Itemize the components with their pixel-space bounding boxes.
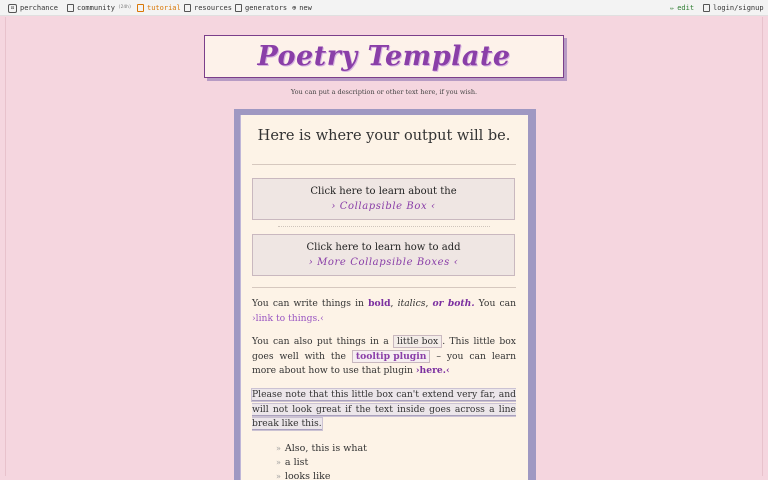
nav-brand-label: perchance [20, 4, 58, 12]
text: – you can learn more about how to use that plugin [252, 350, 516, 376]
nav-resources-label: resources [194, 4, 232, 12]
text: You can also put things in a [252, 336, 394, 347]
output-text: Here is where your output will be. [257, 128, 511, 144]
top-nav [0, 0, 768, 16]
bold-text: bold [368, 298, 391, 309]
bullet-list [276, 442, 367, 480]
collapsible-2-link[interactable]: › More Collapsible Boxes ‹ [308, 257, 459, 268]
nav-generators-label: generators [245, 4, 288, 12]
list-item [276, 470, 367, 480]
nav-resources[interactable] [184, 3, 232, 13]
italic-text: italics [397, 298, 426, 309]
list-item [276, 442, 367, 456]
text: You can [474, 298, 517, 309]
list-item-text: a list [284, 457, 309, 468]
tutorial-icon [137, 4, 144, 12]
bold-italic-text: or both. [432, 298, 475, 309]
nav-tutorial-label: tutorial [147, 4, 181, 12]
user-icon [703, 4, 710, 12]
nav-login[interactable] [703, 3, 764, 13]
collapsible-1-line: Click here to learn about the [310, 186, 457, 197]
nav-new[interactable] [292, 3, 312, 13]
dotted-divider [278, 226, 490, 227]
bullet-marker: » [276, 472, 281, 480]
nav-edit-label: edit [677, 4, 695, 12]
nav-generators[interactable] [235, 3, 287, 13]
list-item-text: looks like [284, 471, 331, 480]
nav-tutorial[interactable] [137, 3, 181, 13]
nav-new-label: new [299, 4, 312, 12]
collapsible-box-1[interactable] [252, 178, 515, 220]
plugin-link[interactable]: ›here.‹ [415, 365, 450, 376]
nav-edit[interactable] [670, 3, 694, 13]
bullet-marker: » [276, 458, 281, 467]
resources-icon [184, 4, 191, 12]
collapsible-box-2[interactable] [252, 234, 515, 276]
pencil-icon: ✏ [670, 4, 675, 12]
list-item [276, 456, 367, 470]
paragraph-formatting [252, 297, 516, 326]
tooltip-plugin[interactable]: tooltip plugin [352, 350, 431, 363]
nav-brand[interactable] [8, 3, 58, 13]
paragraph-little-box [252, 335, 516, 379]
nav-community-label: community [77, 4, 115, 12]
community-badge: (24h) [117, 5, 132, 10]
note-box: Please note that this little box can't extend very far, and will not look great if the text inside goes across a line break like this. [252, 389, 516, 429]
text: You can write things in [252, 298, 369, 309]
plus-circle-icon: ⊕ [292, 4, 297, 12]
list-item-text: Also, this is what [284, 443, 367, 454]
dice-icon: ⚄ [8, 4, 17, 13]
collapsible-2-line: Click here to learn how to add [306, 242, 461, 253]
nav-login-label: login/signup [713, 4, 764, 12]
community-icon [67, 4, 74, 12]
bullet-marker: » [276, 444, 281, 453]
page-subtitle: You can put a description or other text here, if you wish. [290, 88, 478, 96]
divider [252, 287, 516, 288]
divider [252, 164, 516, 165]
page-title: Poetry Template [257, 41, 511, 72]
note-paragraph [252, 388, 516, 432]
link-to-things[interactable]: ›link to things.‹ [252, 312, 324, 324]
little-box: little box [393, 335, 442, 348]
title-box [204, 35, 564, 78]
nav-community[interactable] [67, 3, 131, 13]
text: . This little box goes well with the [252, 336, 516, 362]
generators-icon [235, 4, 242, 12]
text: , [390, 298, 398, 309]
collapsible-1-link[interactable]: › Collapsible Box ‹ [331, 201, 436, 212]
text: , [425, 298, 433, 309]
